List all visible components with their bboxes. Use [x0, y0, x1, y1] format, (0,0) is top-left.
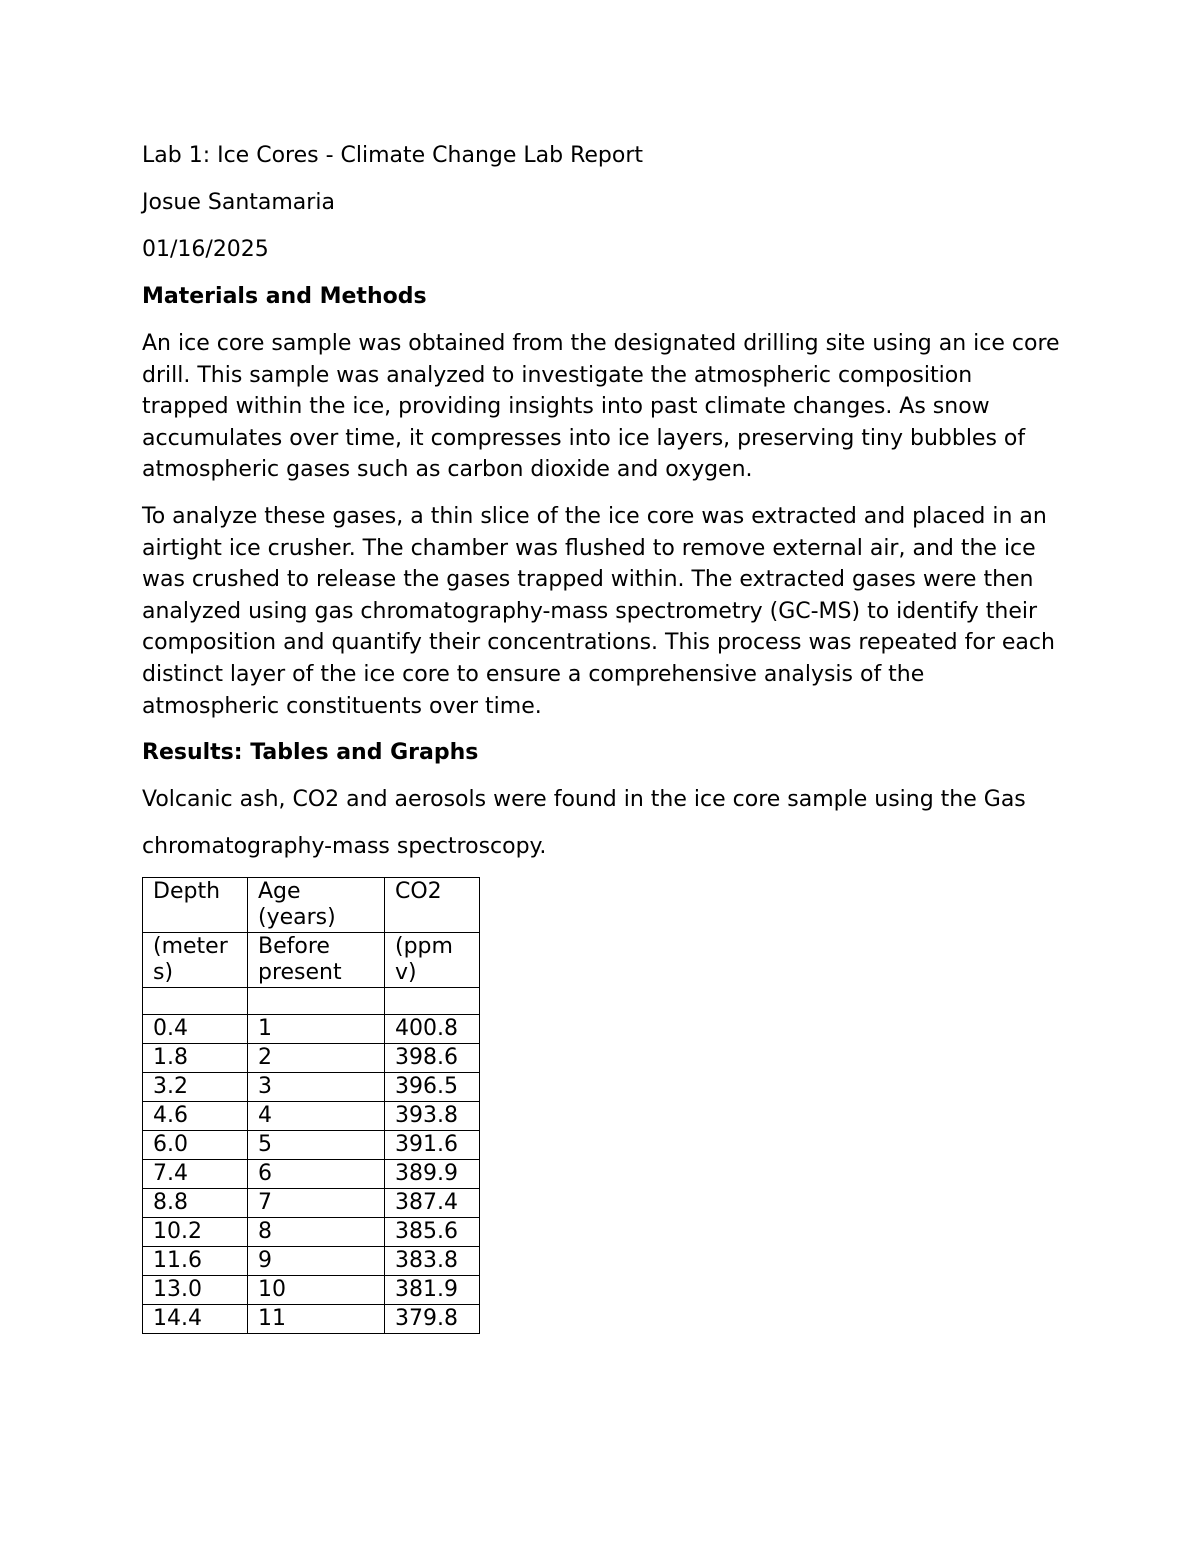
header-cell-age: Age (years)	[248, 878, 385, 933]
age-cell: 8	[248, 1218, 385, 1247]
age-cell: 9	[248, 1247, 385, 1276]
depth-cell: 0.4	[143, 1015, 248, 1044]
header-cell-depth: Depth	[143, 878, 248, 933]
co2-cell: 393.8	[385, 1102, 480, 1131]
results-heading: Results: Tables and Graphs	[142, 740, 479, 766]
report-date: 01/16/2025	[142, 237, 269, 262]
depth-cell: 13.0	[143, 1276, 248, 1305]
co2-cell: 398.6	[385, 1044, 480, 1073]
table-row	[143, 1247, 480, 1276]
table-row	[143, 1276, 480, 1305]
table-row	[143, 1102, 480, 1131]
results-paragraph-2: chromatography-mass spectroscopy.	[142, 833, 547, 859]
document-page	[142, 140, 1062, 1334]
age-cell: 1	[248, 1015, 385, 1044]
co2-cell: 379.8	[385, 1305, 480, 1334]
depth-cell: 8.8	[143, 1189, 248, 1218]
co2-cell: 385.6	[385, 1218, 480, 1247]
age-cell: 3	[248, 1073, 385, 1102]
header-cell-co2: CO2	[385, 878, 480, 933]
units-cell-age: Before present	[248, 933, 385, 988]
units-cell-co2: (ppm v)	[385, 933, 480, 988]
depth-cell: 7.4	[143, 1160, 248, 1189]
age-cell: 7	[248, 1189, 385, 1218]
depth-cell: 11.6	[143, 1247, 248, 1276]
depth-cell: 10.2	[143, 1218, 248, 1247]
table-row	[143, 1131, 480, 1160]
empty-cell	[248, 988, 385, 1015]
age-cell: 6	[248, 1160, 385, 1189]
depth-cell: 1.8	[143, 1044, 248, 1073]
methods-paragraph-2: To analyze these gases, a thin slice of the ice core was extracted and placed in an airtight ice crusher. The chamber was flushed to remove external air, and the ice was crushed to release the gases trapped within. The extracted gases were then analyzed using gas chromatography-mass spectrometry (GC-MS) to identify their composition and quantify their concentrations. This process was repeated for each distinct layer of the ice core to ensure a comprehensive analysis of the atmospheric constituents over time.	[142, 503, 1055, 719]
co2-cell: 400.8	[385, 1015, 480, 1044]
table-row	[143, 1073, 480, 1102]
empty-cell	[143, 988, 248, 1015]
age-cell: 2	[248, 1044, 385, 1073]
depth-cell: 4.6	[143, 1102, 248, 1131]
co2-cell: 391.6	[385, 1131, 480, 1160]
methods-paragraph-1: An ice core sample was obtained from the designated drilling site using an ice core drill. This sample was analyzed to investigate the atmospheric composition trapped within the ice, providing insights into past climate changes. As snow accumulates over time, it compresses into ice layers, preserving tiny bubbles of atmospheric gases such as carbon dioxide and oxygen.	[142, 331, 1060, 483]
depth-cell: 6.0	[143, 1131, 248, 1160]
depth-cell: 14.4	[143, 1305, 248, 1334]
co2-cell: 381.9	[385, 1276, 480, 1305]
co2-cell: 396.5	[385, 1073, 480, 1102]
table-row	[143, 1015, 480, 1044]
age-cell: 5	[248, 1131, 385, 1160]
table-row	[143, 1189, 480, 1218]
document-title: Lab 1: Ice Cores - Climate Change Lab Report	[142, 143, 644, 168]
table-row	[143, 1305, 480, 1334]
age-cell: 10	[248, 1276, 385, 1305]
co2-cell: 389.9	[385, 1160, 480, 1189]
table-row	[143, 1160, 480, 1189]
co2-cell: 387.4	[385, 1189, 480, 1218]
table-row	[143, 1044, 480, 1073]
results-paragraph-1: Volcanic ash, CO2 and aerosols were found in the ice core sample using the Gas	[142, 787, 1026, 813]
ice-core-data-table	[142, 877, 480, 1334]
table-header-row	[143, 878, 480, 933]
co2-cell: 383.8	[385, 1247, 480, 1276]
units-cell-depth: (meter s)	[143, 933, 248, 988]
depth-cell: 3.2	[143, 1073, 248, 1102]
empty-cell	[385, 988, 480, 1015]
table-empty-row	[143, 988, 480, 1015]
author-name: Josue Santamaria	[142, 190, 335, 215]
methods-heading: Materials and Methods	[142, 284, 427, 309]
table-row	[143, 1218, 480, 1247]
table-units-row	[143, 933, 480, 988]
age-cell: 11	[248, 1305, 385, 1334]
age-cell: 4	[248, 1102, 385, 1131]
